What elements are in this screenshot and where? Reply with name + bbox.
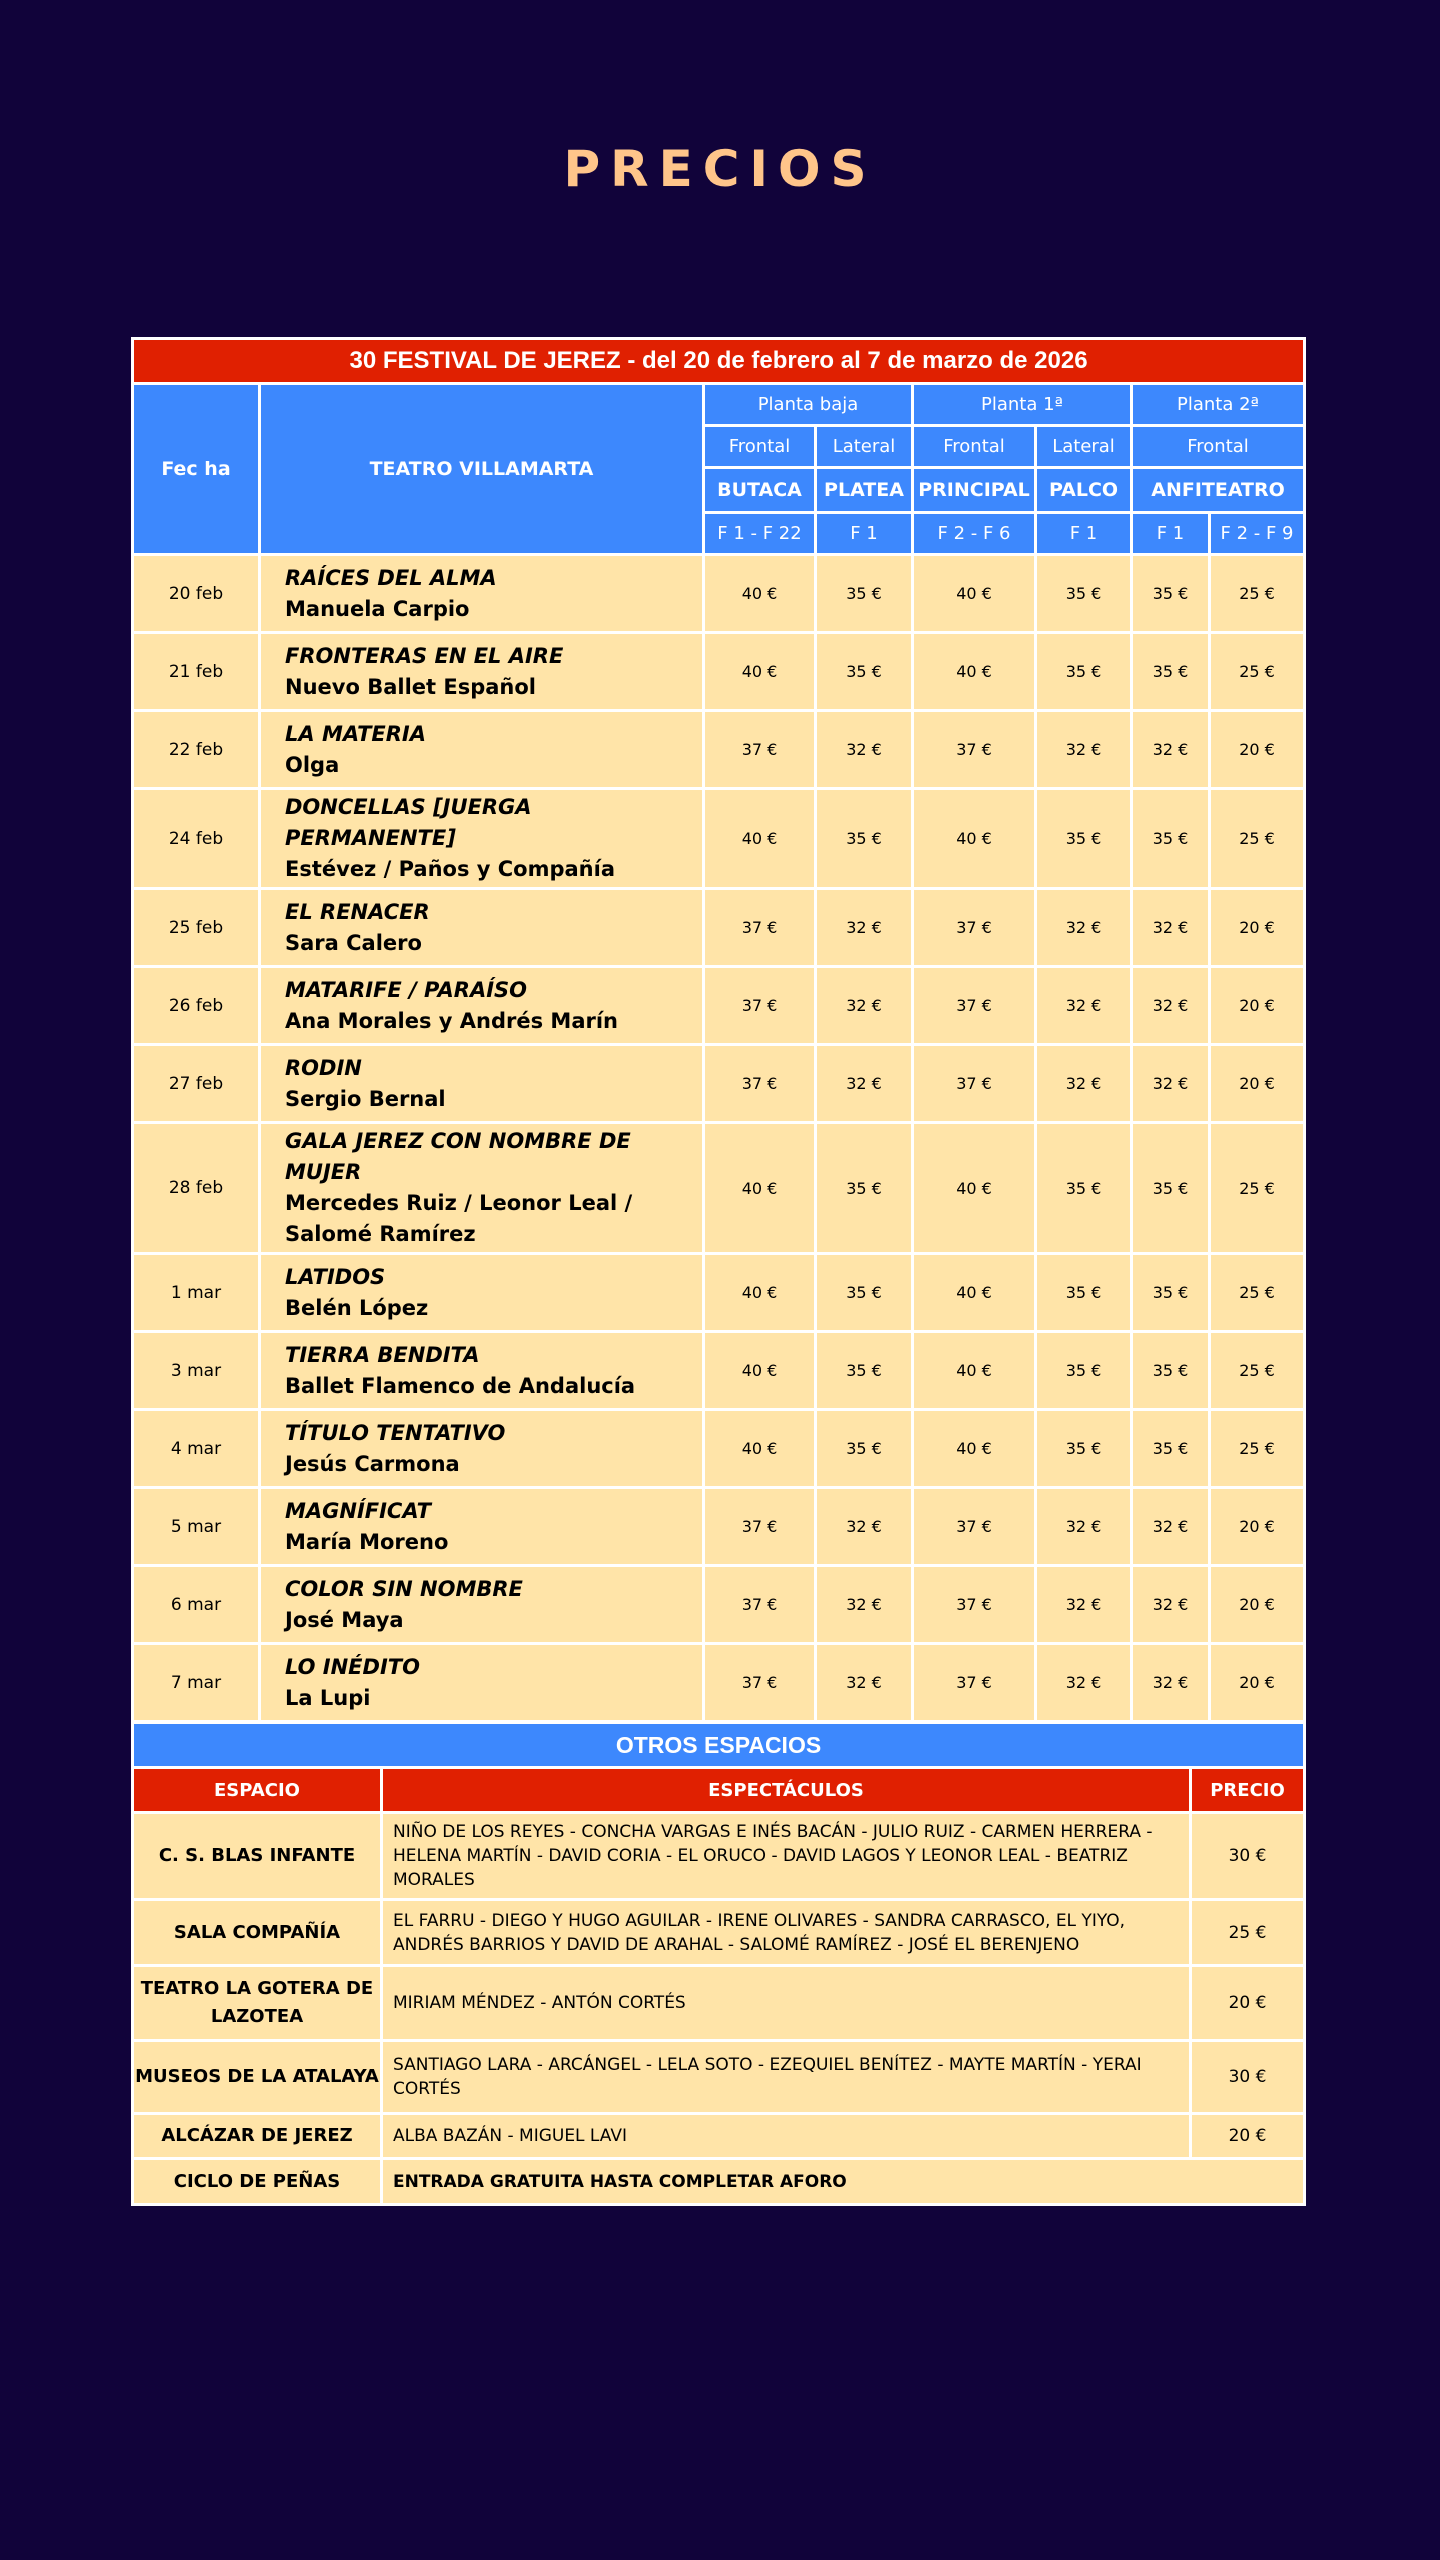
show-cell — [260, 1332, 704, 1410]
rows-range-header: F 1 — [1036, 513, 1132, 555]
show-cell — [260, 889, 704, 967]
space-price: 20 € — [1191, 2114, 1305, 2159]
price-cell: 40 € — [913, 1254, 1036, 1332]
price-cell: 35 € — [816, 789, 913, 889]
price-cell: 20 € — [1210, 1045, 1305, 1123]
price-cell: 40 € — [913, 1332, 1036, 1410]
table-row — [133, 711, 1305, 789]
position-header: Frontal — [704, 426, 816, 468]
show-date: 24 feb — [133, 789, 260, 889]
price-cell: 32 € — [816, 711, 913, 789]
table-row — [133, 1123, 1305, 1254]
show-artist: Nuevo Ballet Español — [285, 674, 536, 699]
price-cell: 32 € — [1132, 1488, 1210, 1566]
show-cell — [260, 1045, 704, 1123]
price-cell: 32 € — [1036, 889, 1132, 967]
show-date: 5 mar — [133, 1488, 260, 1566]
price-cell: 25 € — [1210, 633, 1305, 711]
price-cell: 35 € — [1132, 1332, 1210, 1410]
table-row — [133, 1045, 1305, 1123]
floor-header-baja: Planta baja — [704, 384, 913, 426]
show-title: GALA JEREZ CON NOMBRE DE MUJER — [285, 1129, 631, 1184]
price-cell: 25 € — [1210, 1332, 1305, 1410]
space-name: SALA COMPAÑÍA — [133, 1900, 382, 1966]
price-cell: 37 € — [704, 1488, 816, 1566]
price-cell: 35 € — [1132, 633, 1210, 711]
price-cell: 35 € — [1132, 789, 1210, 889]
price-cell: 20 € — [1210, 711, 1305, 789]
price-cell: 20 € — [1210, 1566, 1305, 1644]
price-cell: 32 € — [816, 1566, 913, 1644]
show-title: LATIDOS — [285, 1264, 386, 1289]
show-title: FRONTERAS EN EL AIRE — [285, 643, 564, 668]
price-cell: 40 € — [704, 789, 816, 889]
price-cell: 37 € — [913, 1566, 1036, 1644]
festival-price-table — [131, 337, 1306, 1723]
show-artist: Olga — [285, 752, 340, 777]
zone-header-palco: PALCO — [1036, 468, 1132, 513]
price-cell: 32 € — [1132, 1566, 1210, 1644]
other-spaces-title: OTROS ESPACIOS — [133, 1723, 1305, 1768]
col-header-fecha: Fec ha — [133, 384, 260, 555]
price-cell: 32 € — [1132, 889, 1210, 967]
space-name: C. S. BLAS INFANTE — [133, 1813, 382, 1900]
floor-header-primera: Planta 1ª — [913, 384, 1132, 426]
space-name: TEATRO LA GOTERA DE LAZOTEA — [133, 1966, 382, 2041]
price-cell: 32 € — [1036, 711, 1132, 789]
price-cell: 32 € — [816, 967, 913, 1045]
show-date: 6 mar — [133, 1566, 260, 1644]
price-cell: 40 € — [704, 1123, 816, 1254]
price-cell: 37 € — [913, 1045, 1036, 1123]
space-shows: SANTIAGO LARA - ARCÁNGEL - LELA SOTO - EZEQUIEL BENÍTEZ - MAYTE MARTÍN - YERAI CORTÉS — [382, 2041, 1191, 2114]
show-title: MAGNÍFICAT — [285, 1498, 431, 1523]
price-cell: 35 € — [1132, 1410, 1210, 1488]
show-artist: La Lupi — [285, 1685, 371, 1710]
price-cell: 25 € — [1210, 555, 1305, 633]
show-date: 3 mar — [133, 1332, 260, 1410]
price-cell: 40 € — [913, 633, 1036, 711]
price-cell: 35 € — [816, 1123, 913, 1254]
rows-range-header: F 1 — [1132, 513, 1210, 555]
show-artist: Manuela Carpio — [285, 596, 470, 621]
price-cell: 35 € — [1036, 1410, 1132, 1488]
space-name: ALCÁZAR DE JEREZ — [133, 2114, 382, 2159]
price-cell: 35 € — [1036, 789, 1132, 889]
rows-range-header: F 2 - F 9 — [1210, 513, 1305, 555]
space-shows: NIÑO DE LOS REYES - CONCHA VARGAS E INÉS BACÁN - JULIO RUIZ - CARMEN HERRERA - HELENA MARTÍN - DAVID CORIA - EL ORUCO - DAVID LAGOS Y LEONOR LEAL - BEATRIZ MORALES — [382, 1813, 1191, 1900]
space-shows: EL FARRU - DIEGO Y HUGO AGUILAR - IRENE OLIVARES - SANDRA CARRASCO, EL YIYO, ANDRÉS BARRIOS Y DAVID DE ARAHAL - SALOMÉ RAMÍREZ - JOSÉ EL BERENJENO — [382, 1900, 1191, 1966]
show-artist: Belén López — [285, 1295, 429, 1320]
table-row — [133, 555, 1305, 633]
price-cell: 25 € — [1210, 1254, 1305, 1332]
show-cell — [260, 1254, 704, 1332]
show-cell — [260, 1123, 704, 1254]
space-name: MUSEOS DE LA ATALAYA — [133, 2041, 382, 2114]
rows-range-header: F 1 - F 22 — [704, 513, 816, 555]
space-price: 25 € — [1191, 1900, 1305, 1966]
price-cell: 32 € — [1036, 1644, 1132, 1722]
price-cell: 32 € — [1132, 967, 1210, 1045]
price-cell: 37 € — [913, 711, 1036, 789]
price-cell: 25 € — [1210, 1123, 1305, 1254]
show-title: COLOR SIN NOMBRE — [285, 1576, 523, 1601]
price-cell: 40 € — [704, 633, 816, 711]
show-title: RODIN — [285, 1055, 362, 1080]
price-cell: 32 € — [816, 1488, 913, 1566]
price-cell: 40 € — [704, 1410, 816, 1488]
festival-title: 30 FESTIVAL DE JEREZ - del 20 de febrero al 7 de marzo de 2026 — [133, 339, 1305, 384]
col-header-espacio: ESPACIO — [133, 1768, 382, 1813]
table-row — [133, 1900, 1305, 1966]
col-header-teatro: TEATRO VILLAMARTA — [260, 384, 704, 555]
space-price: 30 € — [1191, 1813, 1305, 1900]
show-title: MATARIFE / PARAÍSO — [285, 977, 527, 1002]
price-cell: 20 € — [1210, 1488, 1305, 1566]
price-cell: 32 € — [1132, 1644, 1210, 1722]
page-title: PRECIOS — [563, 140, 877, 198]
table-row — [133, 2041, 1305, 2114]
show-date: 20 feb — [133, 555, 260, 633]
price-cell: 35 € — [816, 633, 913, 711]
show-cell — [260, 1488, 704, 1566]
price-cell: 35 € — [816, 1254, 913, 1332]
show-date: 28 feb — [133, 1123, 260, 1254]
price-cell: 32 € — [1036, 1566, 1132, 1644]
price-cell: 37 € — [704, 1566, 816, 1644]
show-artist: Mercedes Ruiz / Leonor Leal / Salomé Ramírez — [285, 1191, 633, 1246]
show-artist: Sergio Bernal — [285, 1086, 446, 1111]
price-cell: 40 € — [913, 1410, 1036, 1488]
show-title: EL RENACER — [285, 899, 430, 924]
space-price: 30 € — [1191, 2041, 1305, 2114]
col-header-precio: PRECIO — [1191, 1768, 1305, 1813]
zone-header-platea: PLATEA — [816, 468, 913, 513]
show-artist: Sara Calero — [285, 930, 422, 955]
price-cell: 32 € — [816, 889, 913, 967]
show-date: 27 feb — [133, 1045, 260, 1123]
position-header: Frontal — [1132, 426, 1305, 468]
table-row — [133, 889, 1305, 967]
price-cell: 25 € — [1210, 789, 1305, 889]
price-cell: 37 € — [704, 967, 816, 1045]
price-cell: 37 € — [704, 711, 816, 789]
show-artist: María Moreno — [285, 1529, 449, 1554]
price-cell: 37 € — [704, 889, 816, 967]
show-title: TÍTULO TENTATIVO — [285, 1420, 506, 1445]
show-artist: Jesús Carmona — [285, 1451, 460, 1476]
price-cell: 32 € — [1036, 1045, 1132, 1123]
show-date: 4 mar — [133, 1410, 260, 1488]
table-row — [133, 2159, 1305, 2205]
show-cell — [260, 555, 704, 633]
table-row — [133, 1254, 1305, 1332]
price-cell: 35 € — [1036, 1254, 1132, 1332]
space-name: CICLO DE PEÑAS — [133, 2159, 382, 2205]
show-date: 26 feb — [133, 967, 260, 1045]
price-cell: 35 € — [1036, 633, 1132, 711]
price-cell: 20 € — [1210, 889, 1305, 967]
show-cell — [260, 1566, 704, 1644]
other-spaces-table — [131, 1721, 1306, 2206]
table-row — [133, 967, 1305, 1045]
price-cell: 37 € — [704, 1644, 816, 1722]
table-row — [133, 1813, 1305, 1900]
show-cell — [260, 1410, 704, 1488]
show-artist: Ana Morales y Andrés Marín — [285, 1008, 619, 1033]
table-row — [133, 633, 1305, 711]
col-header-espectaculos: ESPECTÁCULOS — [382, 1768, 1191, 1813]
price-cell: 35 € — [1132, 1254, 1210, 1332]
zone-header-anfiteatro: ANFITEATRO — [1132, 468, 1305, 513]
price-cell: 40 € — [913, 1123, 1036, 1254]
table-row — [133, 1566, 1305, 1644]
price-cell: 32 € — [1036, 1488, 1132, 1566]
price-cell: 32 € — [1132, 1045, 1210, 1123]
table-row — [133, 1332, 1305, 1410]
show-date: 22 feb — [133, 711, 260, 789]
position-header: Frontal — [913, 426, 1036, 468]
price-cell: 40 € — [913, 789, 1036, 889]
price-cell: 40 € — [704, 1254, 816, 1332]
price-cell: 35 € — [816, 555, 913, 633]
table-row — [133, 1488, 1305, 1566]
show-date: 1 mar — [133, 1254, 260, 1332]
price-cell: 32 € — [1132, 711, 1210, 789]
price-cell: 35 € — [1132, 1123, 1210, 1254]
price-cell: 32 € — [1036, 967, 1132, 1045]
price-cell: 40 € — [704, 555, 816, 633]
price-cell: 32 € — [816, 1045, 913, 1123]
show-cell — [260, 711, 704, 789]
show-date: 25 feb — [133, 889, 260, 967]
show-title: RAÍCES DEL ALMA — [285, 565, 497, 590]
show-title: LO INÉDITO — [285, 1654, 420, 1679]
price-cell: 35 € — [816, 1332, 913, 1410]
position-header: Lateral — [1036, 426, 1132, 468]
zone-header-butaca: BUTACA — [704, 468, 816, 513]
show-cell — [260, 967, 704, 1045]
price-cell: 35 € — [1036, 555, 1132, 633]
show-artist: José Maya — [285, 1607, 404, 1632]
position-header: Lateral — [816, 426, 913, 468]
show-date: 7 mar — [133, 1644, 260, 1722]
price-cell: 37 € — [913, 967, 1036, 1045]
rows-range-header: F 2 - F 6 — [913, 513, 1036, 555]
floor-header-segunda: Planta 2ª — [1132, 384, 1305, 426]
price-cell: 40 € — [704, 1332, 816, 1410]
show-artist: Ballet Flamenco de Andalucía — [285, 1373, 636, 1398]
space-shows: ALBA BAZÁN - MIGUEL LAVI — [382, 2114, 1191, 2159]
price-cell: 37 € — [913, 889, 1036, 967]
show-cell — [260, 789, 704, 889]
free-entry-note: ENTRADA GRATUITA HASTA COMPLETAR AFORO — [382, 2159, 1305, 2205]
table-row — [133, 789, 1305, 889]
table-row — [133, 1410, 1305, 1488]
space-price: 20 € — [1191, 1966, 1305, 2041]
price-cell: 35 € — [1132, 555, 1210, 633]
price-cell: 32 € — [816, 1644, 913, 1722]
price-cell: 25 € — [1210, 1410, 1305, 1488]
table-row — [133, 2114, 1305, 2159]
table-row — [133, 1644, 1305, 1722]
show-title: TIERRA BENDITA — [285, 1342, 480, 1367]
show-cell — [260, 633, 704, 711]
zone-header-principal: PRINCIPAL — [913, 468, 1036, 513]
price-cell: 20 € — [1210, 1644, 1305, 1722]
show-date: 21 feb — [133, 633, 260, 711]
show-artist: Estévez / Paños y Compañía — [285, 857, 616, 881]
price-cell: 37 € — [913, 1488, 1036, 1566]
rows-range-header: F 1 — [816, 513, 913, 555]
table-row — [133, 1966, 1305, 2041]
show-title: LA MATERIA — [285, 721, 426, 746]
price-cell: 35 € — [816, 1410, 913, 1488]
price-cell: 35 € — [1036, 1332, 1132, 1410]
price-cell: 37 € — [704, 1045, 816, 1123]
show-cell — [260, 1644, 704, 1722]
price-cell: 35 € — [1036, 1123, 1132, 1254]
price-cell: 40 € — [913, 555, 1036, 633]
price-cell: 20 € — [1210, 967, 1305, 1045]
show-title: DONCELLAS [JUERGA PERMANENTE] — [285, 795, 532, 850]
price-cell: 37 € — [913, 1644, 1036, 1722]
space-shows: MIRIAM MÉNDEZ - ANTÓN CORTÉS — [382, 1966, 1191, 2041]
